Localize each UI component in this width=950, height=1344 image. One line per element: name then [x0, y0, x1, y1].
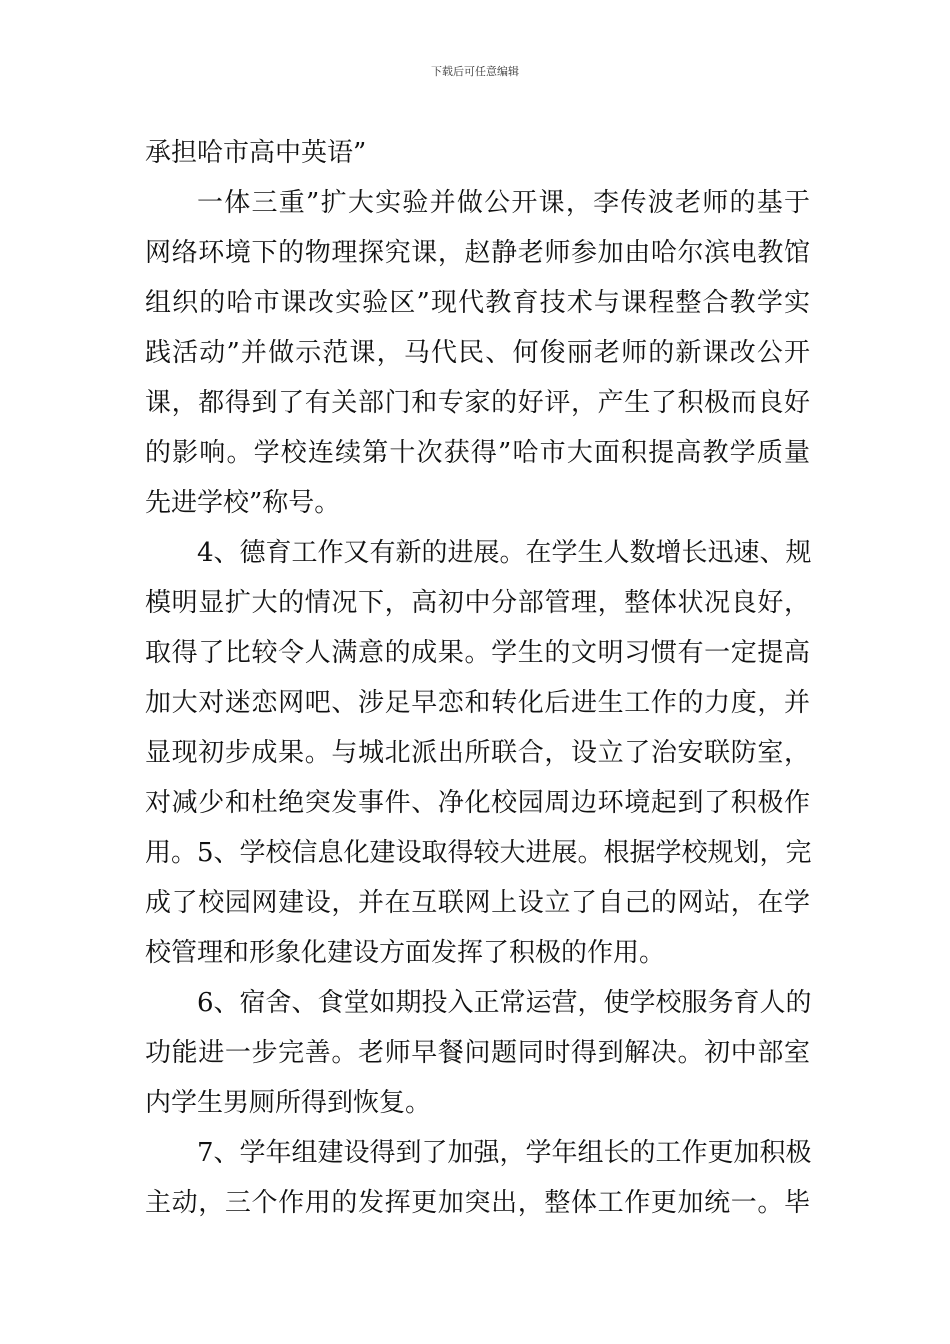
text-line: 先进学校”称号。 [145, 488, 341, 518]
text-line: 取得了比较令人满意的成果。学生的文明习惯有一定提高 [145, 638, 810, 668]
text-line: 对减少和杜绝突发事件、净化校园周边环境起到了积极作 [145, 788, 810, 818]
text-line: 4、德育工作又有新的进展。在学生人数增长迅速、规 [197, 538, 812, 568]
text-line: 网络环境下的物理探究课，赵静老师参加由哈尔滨电教馆 [145, 238, 810, 268]
text-line: 校管理和形象化建设方面发挥了积极的作用。 [145, 938, 666, 968]
document-body [145, 128, 810, 1228]
text-line: 课，都得到了有关部门和专家的好评，产生了积极而良好 [145, 388, 810, 418]
text-line: 承担哈市高中英语” [145, 138, 367, 168]
text-line: 7、学年组建设得到了加强，学年组长的工作更加积极 [197, 1138, 812, 1168]
text-line: 显现初步成果。与城北派出所联合，设立了治安联防室， [145, 738, 810, 768]
page-header: 下载后可任意编辑 [431, 65, 519, 78]
text-line: 成了校园网建设，并在互联网上设立了自己的网站，在学 [145, 888, 810, 918]
text-line: 用。5、学校信息化建设取得较大进展。根据学校规划，完 [145, 838, 812, 868]
text-line: 的影响。学校连续第十次获得”哈市大面积提高教学质量 [145, 438, 810, 468]
text-line: 组织的哈市课改实验区”现代教育技术与课程整合教学实 [145, 288, 810, 318]
text-line: 一体三重”扩大实验并做公开课，李传波老师的基于 [197, 188, 810, 218]
text-line: 模明显扩大的情况下，高初中分部管理，整体状况良好， [145, 588, 810, 618]
text-line: 主动，三个作用的发挥更加突出，整体工作更加统一。毕 [145, 1188, 810, 1218]
text-line: 践活动”并做示范课，马代民、何俊丽老师的新课改公开 [145, 338, 810, 368]
text-line: 加大对迷恋网吧、涉足早恋和转化后进生工作的力度，并 [145, 688, 810, 718]
text-line: 内学生男厕所得到恢复。 [145, 1088, 432, 1118]
text-line: 功能进一步完善。老师早餐问题同时得到解决。初中部室 [145, 1038, 810, 1068]
text-line: 6、宿舍、食堂如期投入正常运营，使学校服务育人的 [197, 988, 812, 1018]
